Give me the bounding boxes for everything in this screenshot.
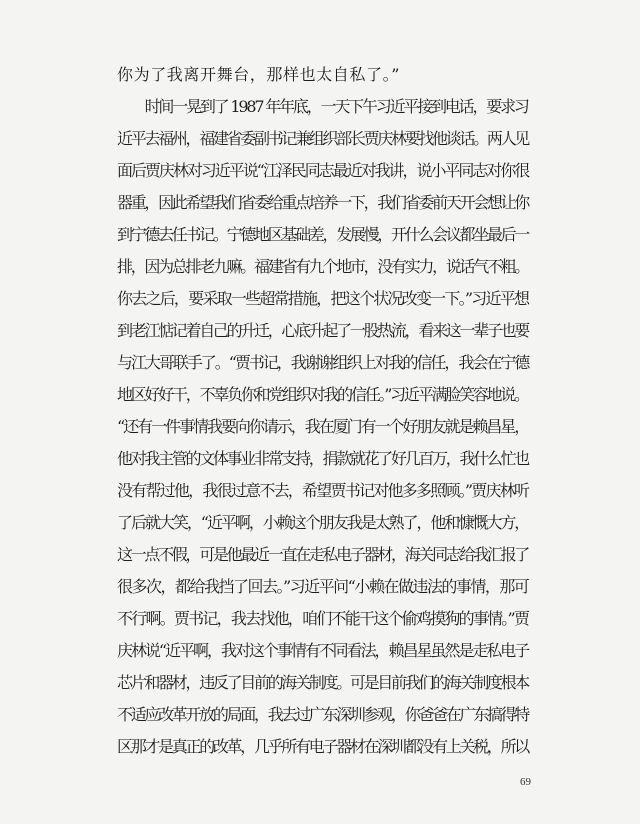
text-line: 这一点不假，可是他最近一直在走私电子器材，海关同志给我汇报了	[117, 545, 529, 564]
text-line: 器重，因此希望我们省委给重点培养一下，我们省委前天开会想让你	[117, 193, 529, 212]
text-line: 近平去福州，福建省委副书记兼组织部长贾庆林要找他谈话。两人见	[117, 129, 529, 148]
text-line: 不适应改革开放的局面，我去过广东深圳参观，你爸爸在广东搞得特	[117, 705, 529, 724]
text-line: 很多次，都给我挡了回去。”习近平问“小赖在做违法的事情，那可	[117, 577, 529, 596]
text-line: 区那才是真正的改革，几乎所有电子器材在深圳都没有上关税，所以	[117, 737, 529, 756]
text-line: 庆林说“近平啊，我对这个事情有不同看法，赖昌星虽然是走私电子	[117, 641, 529, 660]
text-line: 到老江惦记着自己的升迁，心底升起了一股热流，看来这一辈子也要	[117, 321, 529, 340]
text-line: 排，因为总排老九嘛。福建省有九个地市，没有实力，说话气不粗。	[117, 257, 529, 276]
text-line: 地区好好干，不辜负你和党组织对我的信任。”习近平满脸笑容地说。	[117, 385, 528, 404]
text-line: 他对我主管的文体事业非常支持，捐款就花了好几百万，我什么忙也	[117, 449, 529, 468]
text-line: “还有一件事情我要向你请示，我在厦门有一个好朋友就是赖昌星，	[117, 417, 529, 436]
page-number: 69	[520, 776, 531, 788]
text-line: 不行啊。贾书记，我去找他，咱们不能干这个偷鸡摸狗的事情。”贾	[117, 609, 529, 628]
text-line: 了后就大笑，“近平啊，小赖这个朋友我是太熟了，他和慷慨大方，	[117, 513, 529, 532]
text-line: 时间一晃到了 1987 年年底，一天下午习近平接到电话，要求习	[117, 97, 528, 116]
text-line: 你去之后，要采取一些超常措施，把这个状况改变一下。”习近平想	[117, 289, 529, 308]
text-line: 芯片和器材，违反了目前的海关制度。可是目前我们的海关制度根本	[117, 673, 529, 692]
text-line: 到宁德去任书记。宁德地区基础差，发展慢，开什么会议都坐最后一	[117, 225, 529, 244]
text-line: 与江大哥联手了。“贾书记，我谢谢组织上对我的信任，我会在宁德	[117, 353, 529, 372]
text-line: 没有帮过他，我很过意不去，希望贾书记对他多多照顾。”贾庆林听	[117, 481, 529, 500]
text-line: 你为了我离开舞台，那样也太自私了。”	[117, 65, 400, 84]
text-line: 面后贾庆林对习近平说“江泽民同志最近对我讲，说小平同志对你很	[117, 161, 529, 180]
